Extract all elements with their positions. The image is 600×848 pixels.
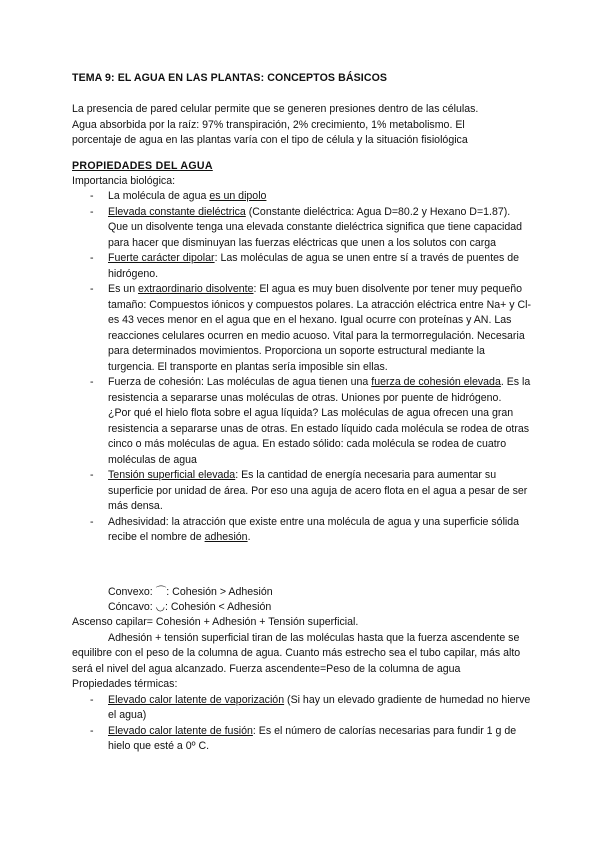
- convexo-line: Convexo: ⌒: Cohesión > Adhesión: [108, 586, 273, 598]
- list-item: - Adhesividad: la atracción que existe entre una molécula de agua y una superficie sólida recibe el nombre de adhesión.: [72, 515, 532, 546]
- list-item: - Fuerza de cohesión: Las moléculas de agua tienen una fuerza de cohesión elevada. Es la resistencia a separarse unas moléculas de otras. Uniones por puente de hidrógeno. ¿Por qué el hielo flota sobre el agua líquida? Las moléculas de agua ofrecen una gran resistencia a separarse unas de otras. En estado líquido cada molécula se rodea de otras cinco o más moléculas de agua. En estado sólido: cada molécula se rodea de cuatro moléculas de agua: [72, 375, 532, 468]
- intro-line: porcentaje de agua en las plantas varía con el tipo de célula y la situación fisiológica: [72, 134, 468, 146]
- termicas-label: Propiedades térmicas:: [72, 678, 178, 690]
- intro-line: Agua absorbida por la raíz: 97% transpiración, 2% crecimiento, 1% metabolismo. El: [72, 118, 465, 131]
- list-item: - Es un extraordinario disolvente: El agua es muy buen disolvente por tener muy pequeño tamaño: Compuestos iónicos y compuestos polares. La atracción eléctrica entre Na+ y Cl-es 43 veces menor en el agua que en el hexano. Igual ocurre con proteínas y AN. Las reacciones celulares ocurren en medio acuoso. Vital para la termorregulación. Necesaria para determinados movimientos. Proporciona un soporte estructural mediante la turgencia. El transporte en plantas sería imposible sin ellas.: [72, 282, 532, 375]
- list-item: - La molécula de agua es un dipolo: [72, 189, 532, 205]
- section-heading: PROPIEDADES DEL AGUA: [72, 160, 213, 172]
- list-item: - Tensión superficial elevada: Es la cantidad de energía necesaria para aumentar su superficie por unidad de área. Por eso una aguja de acero flota en el agua a pesar de ser más densa.: [72, 468, 532, 515]
- list-item-extra: ¿Por qué el hielo flota sobre el agua líquida? Las moléculas de agua ofrecen una gran resistencia a separarse unas de otras. En estado líquido cada molécula se rodea de otras cinco o más moléculas de agua. En estado sólido: cada molécula se rodea de cuatro moléculas de agua: [108, 407, 530, 466]
- list-item: - Fuerte carácter dipolar: Las moléculas de agua se unen entre sí a través de puentes de hidrógeno.: [72, 251, 532, 282]
- intro-line: La presencia de pared celular permite que se generen presiones dentro de las células.: [72, 103, 479, 115]
- document-title: TEMA 9: EL AGUA EN LAS PLANTAS: CONCEPTOS BÁSICOS: [72, 72, 388, 84]
- list-item: - Elevado calor latente de fusión: Es el número de calorías necesarias para fundir 1 g de hielo que esté a 0º C.: [72, 724, 532, 755]
- ascenso-paragraph: Adhesión + tensión superficial tiran de las moléculas hasta que la fuerza ascendente se equilibre con el peso de la columna de agua. Cuanto más estrecho sea el tubo capilar, más alto será el nivel del agua alcanzado. Fuerza ascendente=Peso de la columna de agua: [72, 631, 521, 675]
- concavo-line: Cóncavo: ◡: Cohesión < Adhesión: [108, 601, 272, 613]
- ascenso-line: Ascenso capilar= Cohesión + Adhesión + Tensión superficial.: [72, 616, 359, 628]
- list-item: - Elevada constante dieléctrica (Constante dieléctrica: Agua D=80.2 y Hexano D=1.87). Que un disolvente tenga una elevada constante dieléctrica significa que tiene capacidad para hacer que disminuyan las fuerzas eléctricas que unen a los solutos con carga: [72, 205, 532, 252]
- properties-list: [72, 189, 532, 546]
- intro-paragraph: [72, 102, 532, 149]
- list-item: - Elevado calor latente de vaporización (Si hay un elevado gradiente de humedad no hierve el agua): [72, 693, 532, 724]
- lower-section: [72, 615, 532, 755]
- thermal-list: [72, 693, 532, 755]
- importance-label: Importancia biológica:: [72, 175, 176, 187]
